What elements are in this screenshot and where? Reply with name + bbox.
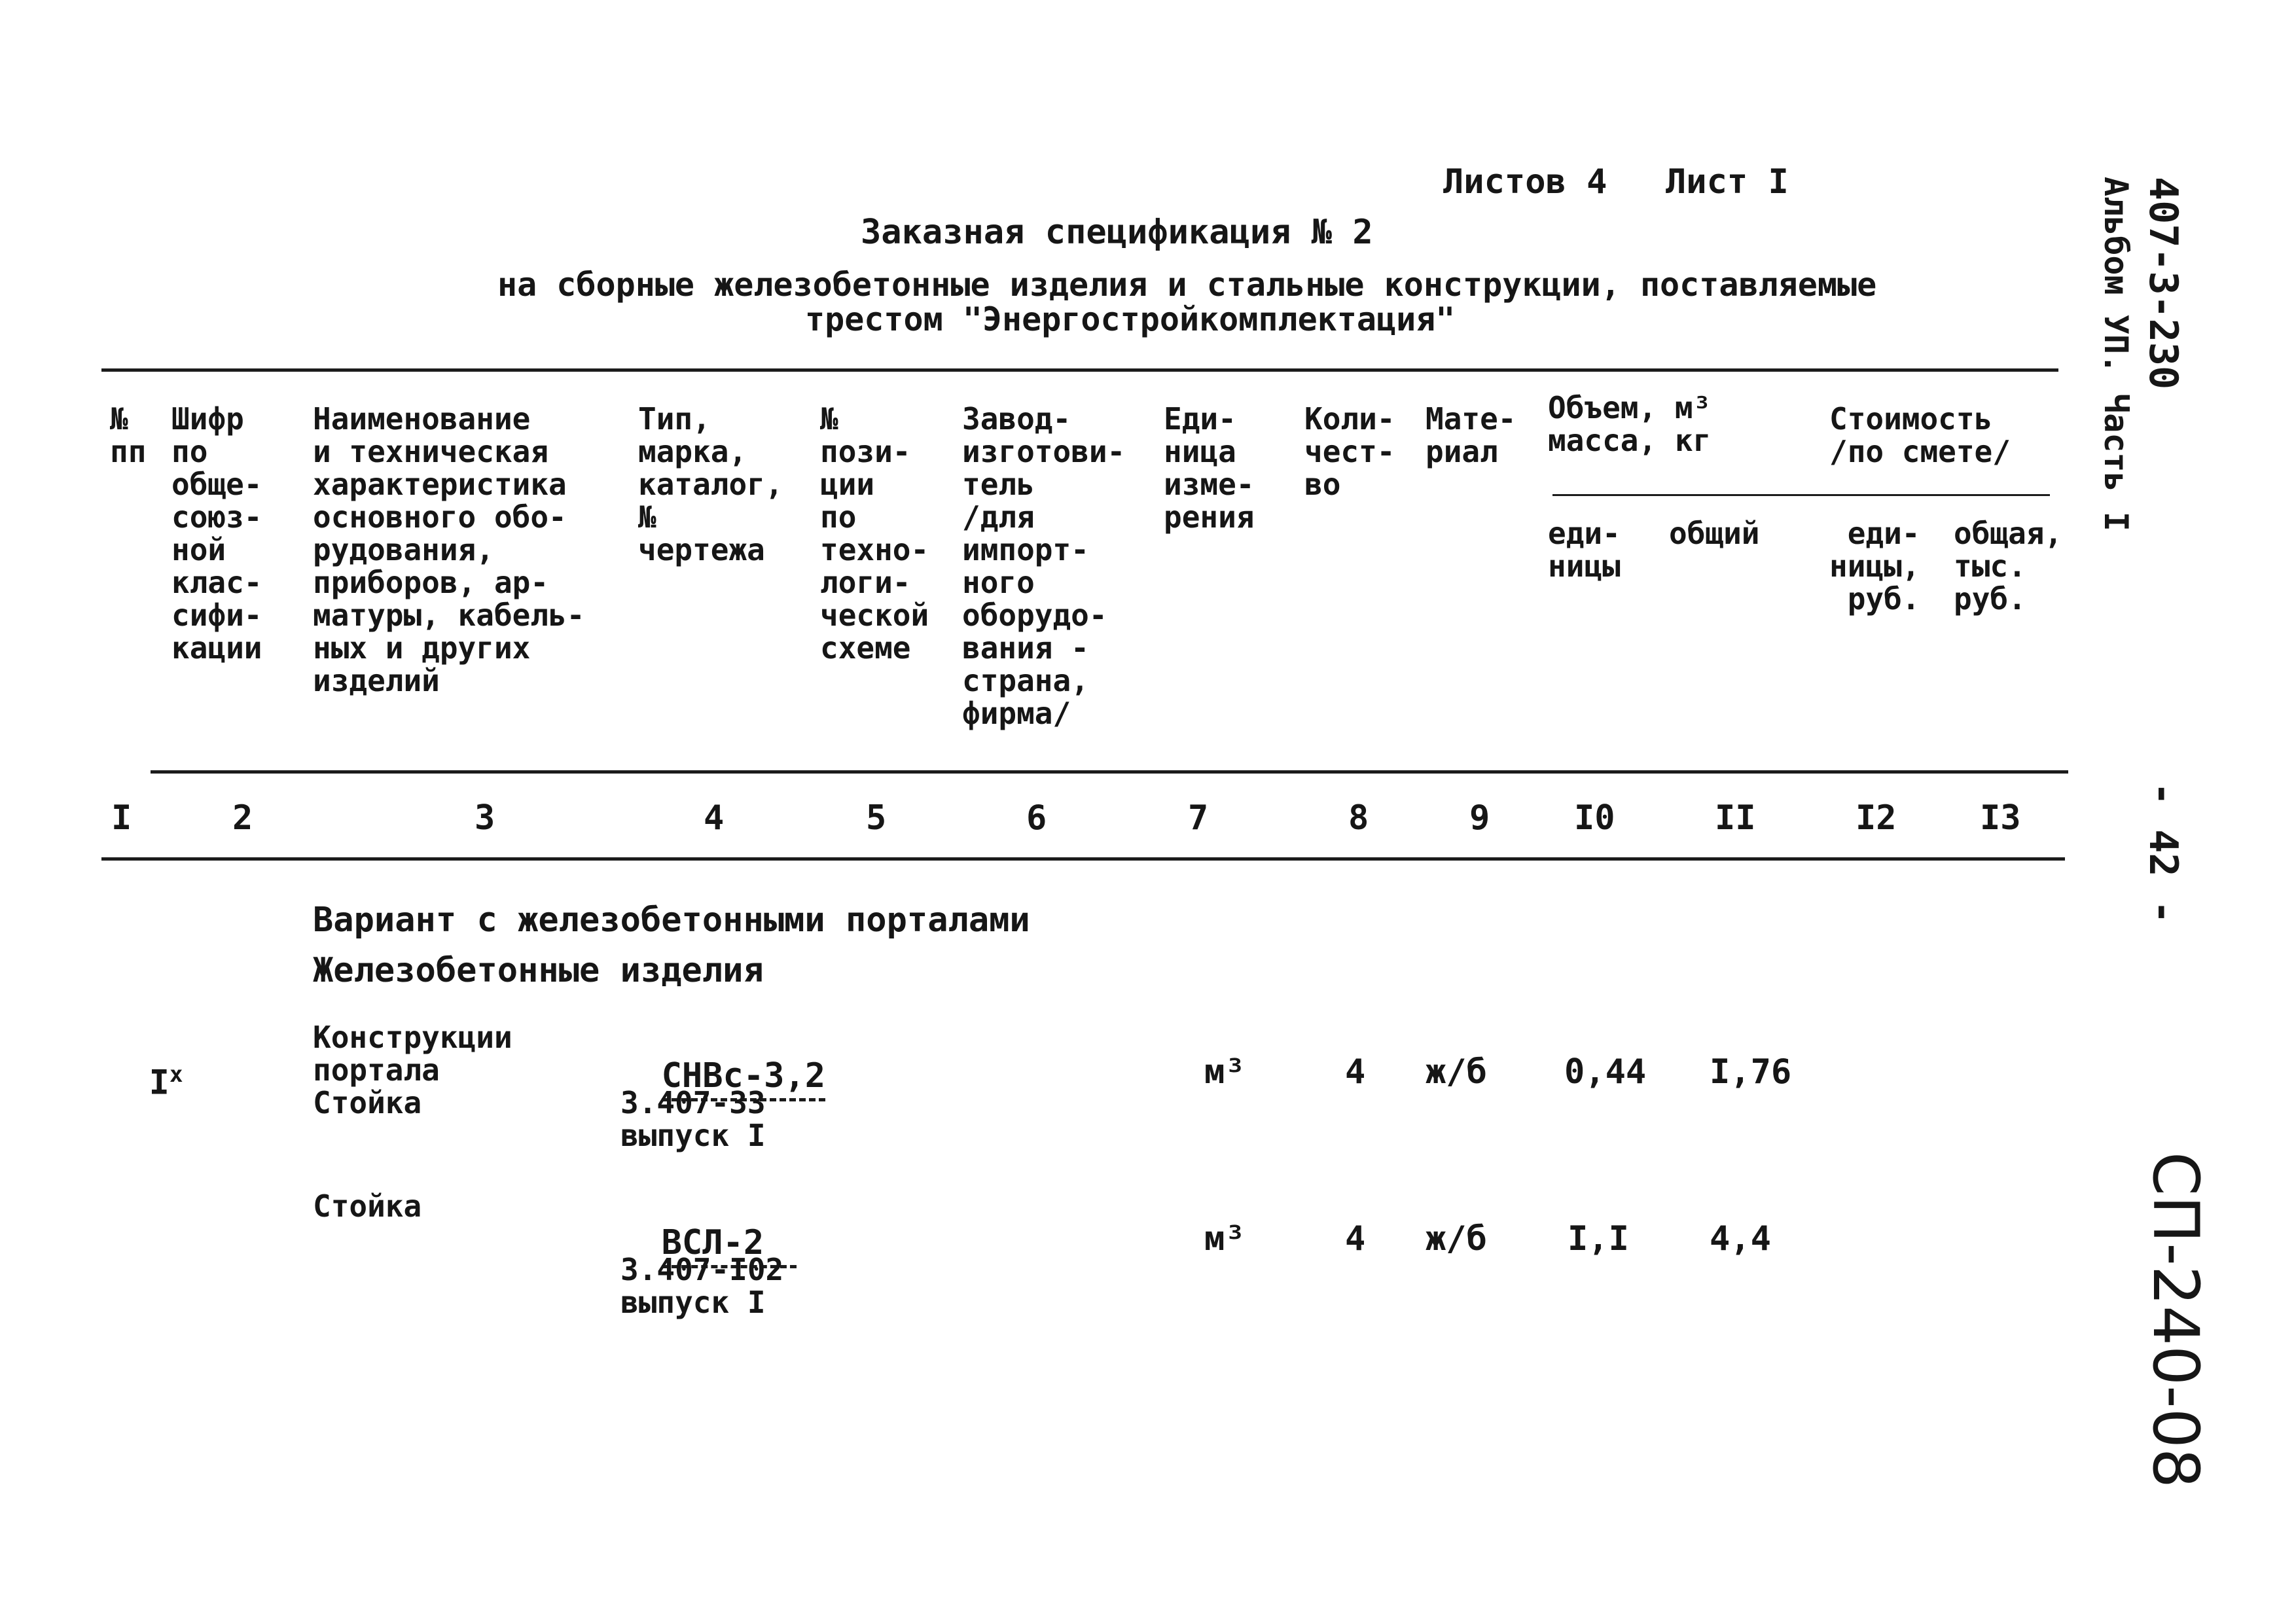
col-header-type: Тип, марка, каталог, № чертежа (638, 401, 783, 567)
row-quantity: 4 (1345, 1052, 1366, 1092)
col-header-position: № пози- ции по техно- логи- ческой схеме (820, 401, 929, 666)
header-bottom-rule (151, 770, 2068, 774)
sheet-number: Лист I (1666, 162, 1789, 202)
col-number: I3 (1980, 798, 2021, 838)
col-header-code: Шифр по обще- союз- ной клас- сифи- кации (171, 401, 262, 666)
row-item-name: Стойка (313, 1188, 422, 1224)
row-quantity: 4 (1345, 1219, 1366, 1258)
col-number: 4 (704, 798, 725, 838)
row-material: ж/б (1426, 1052, 1487, 1092)
col-header-cost: Стоимость /по смете/ (1829, 401, 2011, 469)
col-header-cost-unit: еди- ницы, руб. (1829, 516, 1920, 616)
project-code: 407-3-230 (2140, 177, 2186, 390)
col-number: 3 (475, 798, 495, 838)
row-material: ж/б (1426, 1219, 1487, 1258)
row-unit: м³ (1204, 1052, 1246, 1092)
col-header-quantity: Коли- чест- во (1304, 401, 1395, 502)
row-type-mark: ВСЛ-2 (620, 1188, 797, 1268)
col-number: I (111, 798, 132, 838)
document-subtitle-line1: на сборные железобетонные изделия и стальные конструкции, поставляемые (497, 266, 1877, 304)
document-subtitle-line2: трестом "Энергостройкомплектация" (805, 300, 1456, 338)
document-title: Заказная спецификация № 2 (861, 213, 1373, 252)
album-part: Альбом УП. Часть I (2097, 177, 2135, 531)
row-volume-unit: 0,44 (1564, 1052, 1647, 1092)
col-header-volume: Объем, м³ масса, кг (1548, 390, 1712, 458)
col-number: 7 (1188, 798, 1209, 838)
row-type-catalog: 3.407-I02 выпуск I (620, 1252, 784, 1320)
column-numbers-rule (101, 857, 2065, 861)
page-number: - 42 - (2140, 782, 2186, 924)
row-type-mark: СНВс-3,2 (620, 1021, 825, 1101)
col-header-cost-total: общая, тыс. руб. (1954, 516, 2063, 616)
sheets-count: Листов 4 (1443, 162, 1607, 202)
table-top-rule (101, 368, 2058, 372)
col-number: 6 (1026, 798, 1047, 838)
col-number: 8 (1348, 798, 1369, 838)
row-volume-total: 4,4 (1710, 1219, 1771, 1258)
col-header-volume-total: общий (1669, 516, 1760, 551)
col-header-manufacturer: Завод- изготови- тель /для импорт- ного оборудо- вания - страна, фирма/ (962, 401, 1126, 731)
variant-heading: Вариант с железобетонными порталами (313, 901, 1030, 940)
volume-subheader-rule (1552, 494, 2050, 496)
col-header-material: Мате- риал (1426, 401, 1516, 469)
row-volume-unit: I,I (1568, 1219, 1629, 1258)
document-stamp: СП-240-08 (2139, 1152, 2212, 1488)
col-header-name: Наименование и техническая характеристика основного обо- рудования, приборов, ар- матуры, кабель- ных и других изделий (313, 401, 585, 698)
col-number: I0 (1574, 798, 1615, 838)
col-header-unit: Еди- ница изме- рения (1164, 401, 1255, 535)
col-number: I2 (1856, 798, 1897, 838)
col-number: 5 (866, 798, 887, 838)
row-item-name: Конструкции портала Стойка (313, 1020, 512, 1120)
col-header-num: № пп (110, 401, 147, 469)
group-heading: Железобетонные изделия (313, 951, 764, 990)
row-unit: м³ (1204, 1219, 1246, 1258)
row-volume-total: I,76 (1710, 1052, 1792, 1092)
col-number: II (1715, 798, 1756, 838)
col-number: 9 (1469, 798, 1490, 838)
col-number: 2 (232, 798, 253, 838)
row-type-catalog: 3.407-33 выпуск I (620, 1085, 766, 1153)
col-header-volume-unit: еди- ницы (1548, 516, 1621, 584)
table-row-number: $I^x$ (149, 1061, 183, 1103)
